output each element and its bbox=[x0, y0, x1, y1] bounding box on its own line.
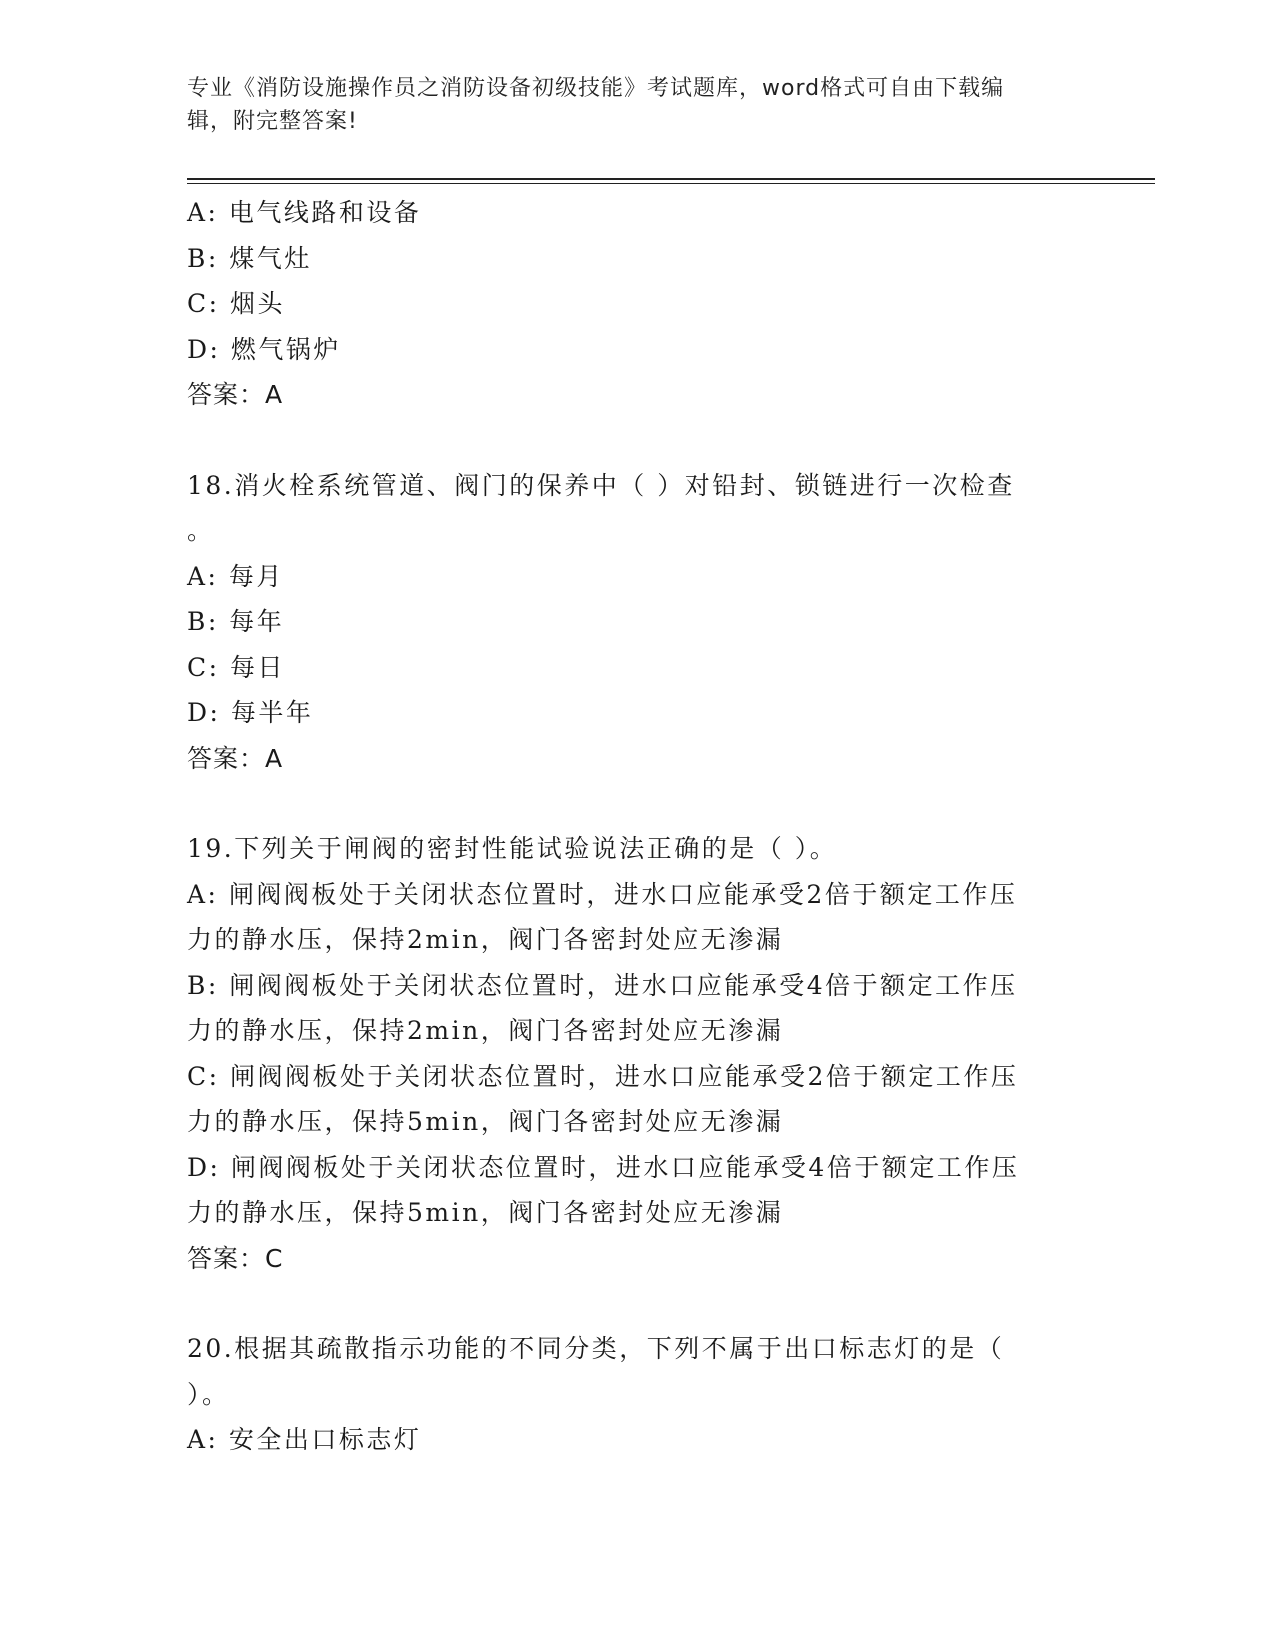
question-block-19 bbox=[187, 826, 1087, 1281]
option-b: B: 闸阀阀板处于关闭状态位置时，进水口应能承受4倍于额定工作压 bbox=[187, 970, 1018, 1000]
header-divider bbox=[187, 178, 1155, 180]
option-d: D: 燃气锅炉 bbox=[187, 334, 341, 364]
header-line-2: 辑，附完整答案! bbox=[187, 109, 358, 134]
option-a: A: 闸阀阀板处于关闭状态位置时，进水口应能承受2倍于额定工作压 bbox=[187, 879, 1018, 909]
question-text-cont: ）。 bbox=[187, 1379, 230, 1409]
header-divider-thin bbox=[187, 183, 1155, 184]
question-block-18 bbox=[187, 463, 1087, 782]
question-text-cont: 。 bbox=[187, 516, 215, 545]
option-b: B: 每年 bbox=[187, 607, 285, 636]
option-a: A: 电气线路和设备 bbox=[187, 198, 422, 227]
option-a: A: 安全出口标志灯 bbox=[187, 1425, 422, 1454]
option-a: A: 每月 bbox=[187, 561, 284, 591]
option-a-cont: 力的静水压，保持2min，阀门各密封处应无渗漏 bbox=[187, 925, 784, 954]
question-list bbox=[187, 190, 1087, 1463]
question-block-17 bbox=[187, 190, 1087, 418]
question-block-20 bbox=[187, 1326, 1087, 1463]
option-d-cont: 力的静水压，保持5min，阀门各密封处应无渗漏 bbox=[187, 1198, 784, 1227]
question-text: 20.根据其疏散指示功能的不同分类，下列不属于出口标志灯的是（ bbox=[187, 1334, 1005, 1363]
answer-line: 答案：A bbox=[187, 743, 284, 773]
question-text: 18.消火栓系统管道、阀门的保养中（ ）对铅封、锁链进行一次检查 bbox=[187, 470, 1015, 500]
option-c: C: 烟头 bbox=[187, 289, 285, 318]
option-b: B: 煤气灶 bbox=[187, 243, 312, 273]
option-b-cont: 力的静水压，保持2min，阀门各密封处应无渗漏 bbox=[187, 1016, 784, 1045]
answer-line: 答案：A bbox=[187, 380, 284, 409]
option-d: D: 闸阀阀板处于关闭状态位置时，进水口应能承受4倍于额定工作压 bbox=[187, 1152, 1020, 1182]
answer-line: 答案：C bbox=[187, 1243, 284, 1273]
page-header bbox=[187, 72, 1067, 138]
header-line-1: 专业《消防设施操作员之消防设备初级技能》考试题库，word格式可自由下载编 bbox=[187, 76, 1005, 101]
option-c-cont: 力的静水压，保持5min，阀门各密封处应无渗漏 bbox=[187, 1107, 784, 1136]
option-c: C: 闸阀阀板处于关闭状态位置时，进水口应能承受2倍于额定工作压 bbox=[187, 1061, 1019, 1091]
option-c: C: 每日 bbox=[187, 652, 285, 682]
question-text: 19.下列关于闸阀的密封性能试验说法正确的是（ ）。 bbox=[187, 834, 838, 863]
option-d: D: 每半年 bbox=[187, 698, 314, 727]
